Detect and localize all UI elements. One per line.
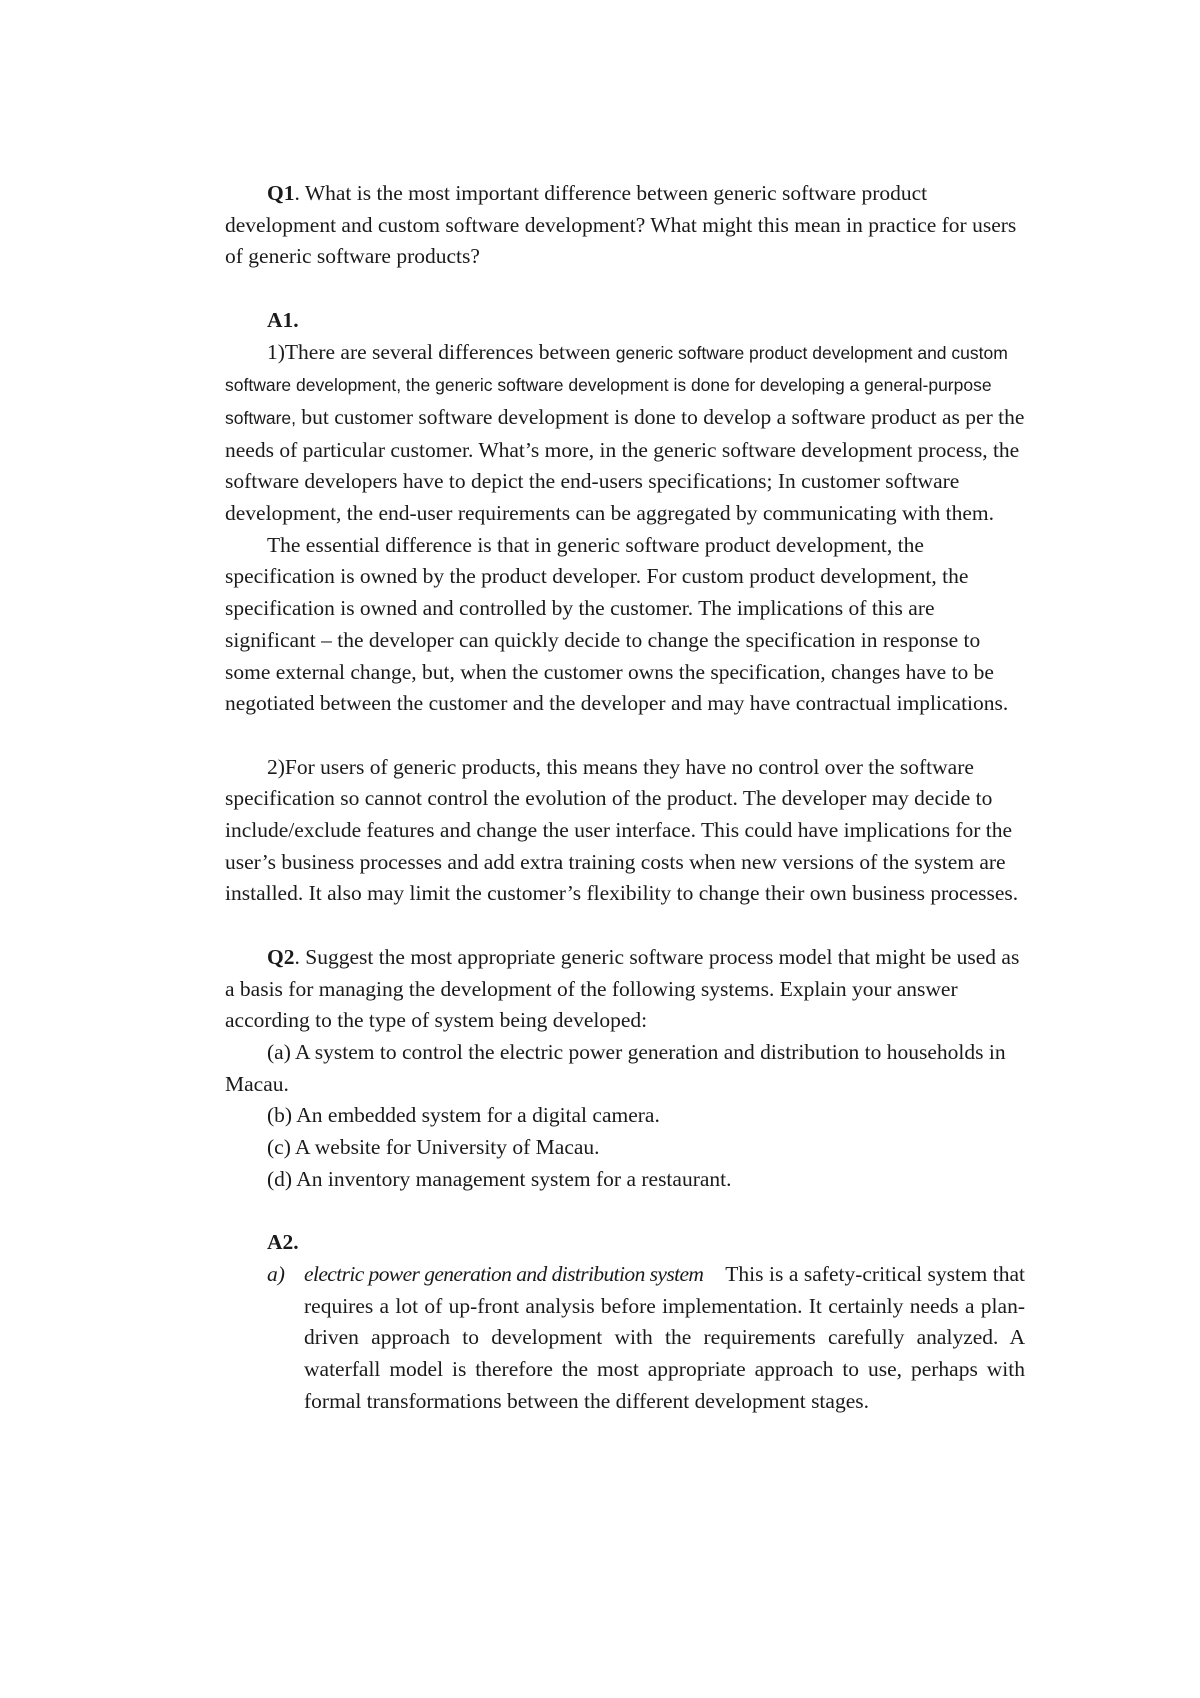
answer-1-p1-sans: generic software product development and custom software development, the generic software development is done for developing a general-purpose software, bbox=[225, 342, 1008, 428]
question-2-item-c: (c) A website for University of Macau. bbox=[267, 1135, 600, 1160]
answer-2-item-a-term: electric power generation and distribution system bbox=[304, 1261, 704, 1286]
answer-1-heading bbox=[225, 305, 1025, 337]
answer-1-paragraph-3: 2)For users of generic products, this means they have no control over the software specification so cannot control the evolution of the product. The developer may decide to include/exclude features and change the user interface. This could have implications for the user’s business processes and add extra training costs when new versions of the system are installed. It also may limit the customer’s flexibility to change their own business processes. bbox=[225, 754, 1019, 906]
answer-1-paragraph-2: The essential difference is that in generic software product development, the specification is owned by the product developer. For custom product development, the specification is owned and controlled by the customer. The implications of this are significant – the developer can quickly decide to change the specification in response to some external change, but, when the customer owns the specification, changes have to be negotiated between the customer and the developer and may have contractual implications. bbox=[225, 532, 1009, 716]
answer-2-item-a-text: This is a safety-critical system that requires a lot of up-front analysis before implementation. It certainly needs a plan-driven approach to development with the requirements carefully analyzed. A waterfall model is therefore the most appropriate approach to use, perhaps with formal transformations between the different development stages. bbox=[304, 1261, 1025, 1413]
question-1-text: . What is the most important difference between generic software product development and custom software development? What might this mean in practice for users of generic software products? bbox=[225, 181, 1017, 269]
answer-2-item-a bbox=[225, 1259, 1025, 1418]
question-1-label: Q1 bbox=[267, 181, 295, 205]
spacer bbox=[225, 720, 1025, 752]
question-2-label: Q2 bbox=[267, 944, 295, 969]
question-2-item-d: (d) An inventory management system for a restaurant. bbox=[267, 1166, 732, 1191]
question-1 bbox=[225, 178, 1025, 273]
answer-2-label: A2. bbox=[267, 1230, 299, 1255]
spacer bbox=[225, 910, 1025, 942]
question-2-item-a: (a) A system to control the electric power generation and distribution to households in Macau. bbox=[225, 1039, 1006, 1096]
answer-1-p1-rest: but customer software development is done to develop a software product as per the needs of particular customer. What’s more, in the generic software development process, the software developers have to depict the end-users specifications; In customer software development, the end-user requirements can be aggregated by communicating with them. bbox=[225, 404, 1025, 526]
answer-1-paragraph-1 bbox=[225, 337, 1025, 530]
question-2 bbox=[225, 942, 1025, 1037]
answer-2-heading bbox=[225, 1227, 1025, 1259]
spacer bbox=[225, 273, 1025, 305]
question-2-item-b: (b) An embedded system for a digital camera. bbox=[267, 1103, 660, 1128]
answer-1-label: A1. bbox=[267, 307, 299, 332]
answer-1-p1-start: 1)There are several differences between bbox=[267, 339, 616, 364]
question-2-text: . Suggest the most appropriate generic software process model that might be used as a basis for managing the development of the following systems. Explain your answer according to the type of system being developed: bbox=[225, 944, 1020, 1033]
document-body bbox=[225, 178, 1025, 1417]
spacer bbox=[225, 1195, 1025, 1227]
answer-2-item-a-marker: a) bbox=[267, 1261, 285, 1286]
